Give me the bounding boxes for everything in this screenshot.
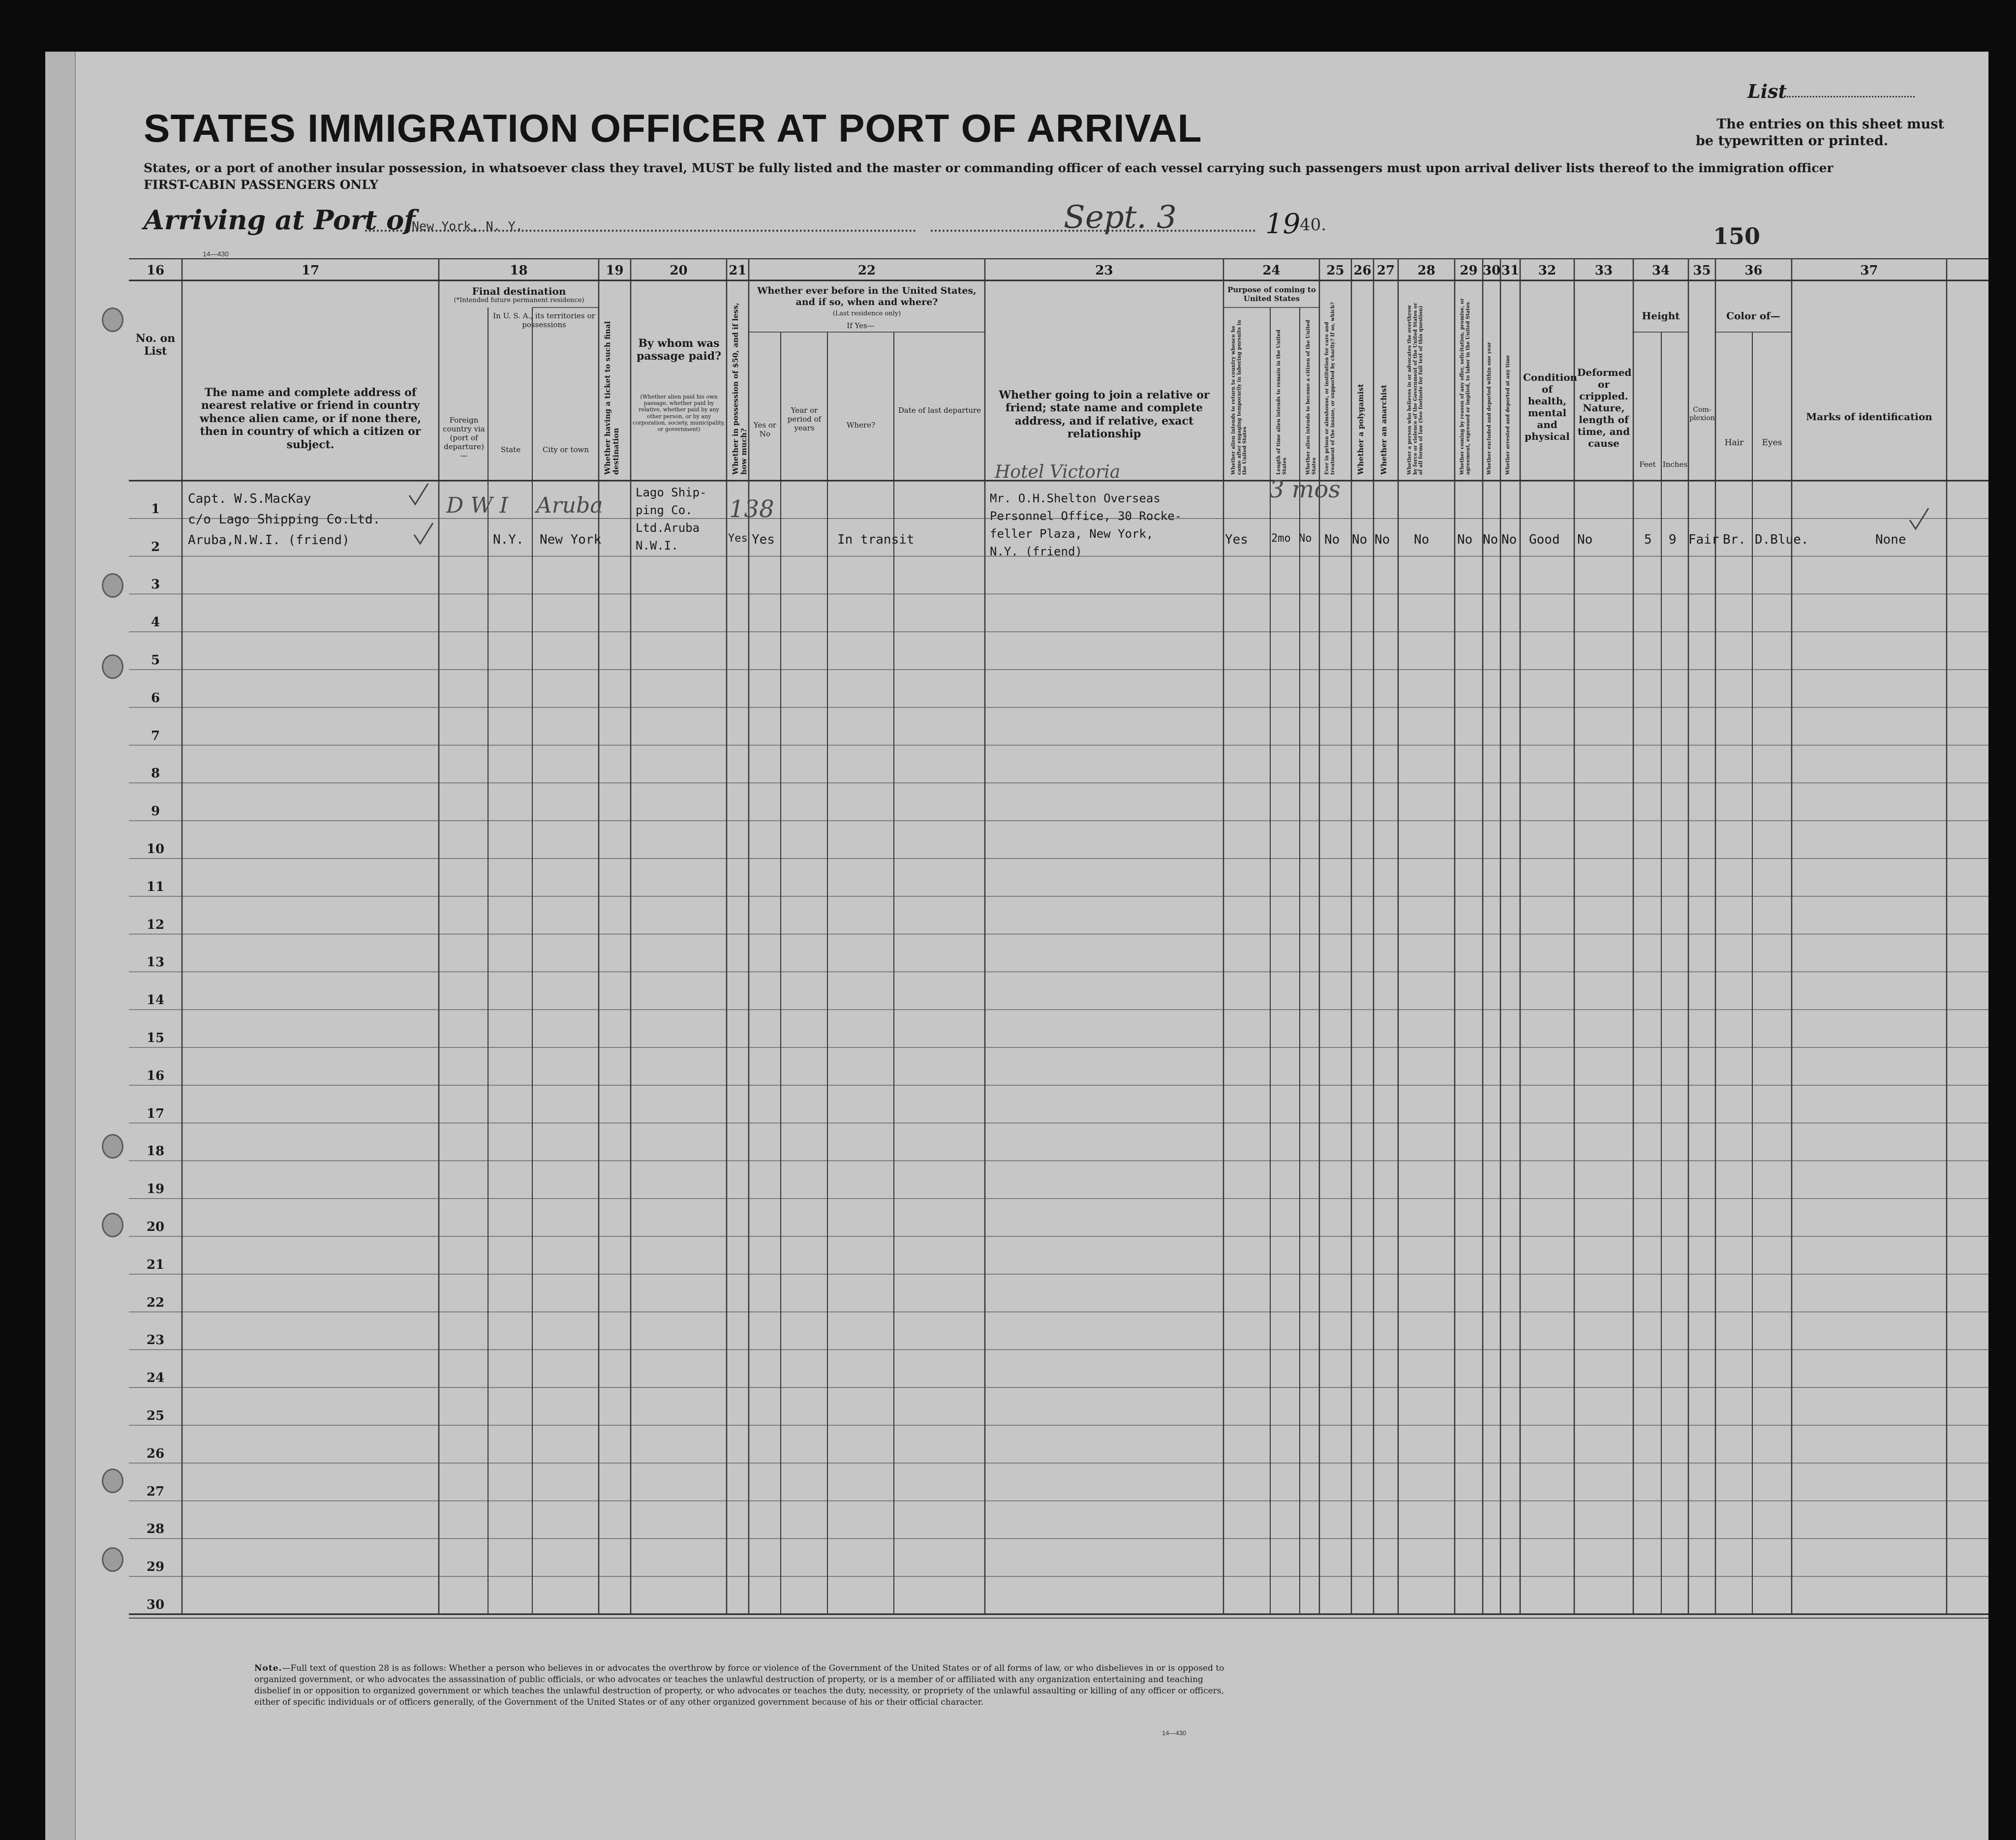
column-number: 24 — [1262, 263, 1281, 278]
column-subheader: State — [500, 445, 521, 454]
check-mark — [414, 523, 433, 544]
state-value: N.Y. — [493, 532, 524, 547]
row-number: 2 — [151, 539, 160, 554]
question-30-value: No — [1483, 532, 1498, 547]
column-number: 16 — [146, 263, 165, 278]
column-number: 25 — [1326, 263, 1344, 278]
column-subheader: In U. S. A., its territories or possessions — [493, 311, 595, 329]
column-number: 34 — [1651, 263, 1670, 278]
row-number: 27 — [146, 1484, 165, 1499]
row-number: 9 — [151, 804, 160, 819]
column-number: 19 — [606, 263, 624, 278]
column-header: Height — [1642, 310, 1680, 322]
column-number: 21 — [729, 263, 747, 278]
handwritten-hotel-address: Hotel Victoria — [995, 462, 1121, 482]
punch-hole — [102, 307, 123, 332]
row-number: 30 — [146, 1597, 165, 1612]
row-number: 25 — [146, 1409, 165, 1423]
column-subheader: (Whether alien paid his own passage, whether paid by relative, whether paid by any other person, or by any corporation, society, municipality, or government) — [633, 394, 725, 432]
column-header: The name and complete address of nearest relative or friend in country whence alien came, or if none there, then in country of which a citizen or subject. — [200, 386, 421, 451]
footnote-label: Note. — [254, 1663, 282, 1673]
port-value: New York, N. Y. — [412, 219, 523, 233]
column-number: 22 — [857, 263, 876, 278]
polygamist-value: No — [1352, 532, 1368, 547]
anarchist-value: No — [1375, 532, 1390, 547]
punch-hole — [102, 1547, 123, 1572]
list-label: List — [1747, 80, 1787, 102]
column-header: Whether coming by reason of any offer, solicitation, promise, or agreement, expressed or implied, to labor in the United States — [1460, 298, 1471, 475]
column-number: 33 — [1594, 263, 1613, 278]
row-number: 14 — [146, 993, 165, 1008]
deformed-value: No — [1577, 532, 1593, 547]
height-feet-value: 5 — [1644, 532, 1652, 547]
row-number: 22 — [146, 1295, 165, 1310]
footnote — [254, 1663, 1238, 1708]
check-mark — [409, 484, 428, 504]
paid-by-line: N.W.I. — [636, 539, 678, 552]
row-number: 7 — [151, 728, 160, 743]
column-subheader: Feet — [1639, 460, 1656, 469]
column-header: By whom was passage paid? — [637, 337, 721, 363]
paid-by-line: Lago Ship- — [636, 486, 707, 499]
handwritten-money-amount: 138 — [729, 495, 774, 523]
row-number: 23 — [146, 1333, 165, 1348]
length-of-stay-value: 2mo — [1271, 532, 1291, 545]
column-header: Purpose of coming to United States — [1227, 285, 1316, 303]
column-number: 23 — [1095, 263, 1113, 278]
row-number: 20 — [146, 1220, 165, 1234]
row-number: 1 — [151, 501, 160, 517]
handwritten-destination-country: D W I — [446, 493, 508, 518]
column-number: 35 — [1693, 263, 1711, 278]
row-number: 11 — [146, 879, 165, 894]
handwritten-length-of-stay: 3 mos — [1269, 476, 1341, 503]
column-subheader: Yes or No — [753, 421, 777, 438]
column-subheader: (*Intended future permanent residence) — [454, 297, 584, 304]
column-number: 28 — [1417, 263, 1436, 278]
binding-strip — [45, 52, 76, 1840]
sheet-number: 150 — [1713, 223, 1761, 249]
paid-by-line: Ltd.Aruba — [636, 521, 700, 535]
identification-marks-value: None — [1875, 532, 1906, 547]
column-number: 26 — [1353, 263, 1372, 278]
health-value: Good — [1529, 532, 1560, 547]
column-header: Condition of health, mental and physical — [1523, 371, 1578, 442]
column-subheader: Length of time alien intends to remain in the United States — [1276, 330, 1287, 475]
question-29-value: No — [1457, 532, 1473, 547]
footnote-form-number: 14—430 — [1162, 1729, 1187, 1737]
prison-value: No — [1324, 532, 1340, 547]
column-number: 31 — [1501, 263, 1520, 278]
row-number: 21 — [146, 1257, 165, 1272]
year-suffix: 40. — [1300, 215, 1327, 235]
row-number: 6 — [151, 690, 160, 705]
paid-by-line: ping Co. — [636, 503, 693, 517]
column-subheader: Inches — [1662, 460, 1688, 469]
column-subheader: Eyes — [1762, 438, 1782, 448]
cabin-class: FIRST-CABIN PASSENGERS ONLY — [144, 178, 379, 192]
column-number: 37 — [1860, 263, 1878, 278]
column-number: 29 — [1460, 263, 1478, 278]
column-header: Deformed or crippled. Nature, length of time, and cause — [1577, 367, 1632, 449]
column-header: Whether arrested and deported at any time — [1505, 355, 1511, 475]
year-prefix: 19 — [1265, 208, 1301, 240]
column-header: Whether an anarchist — [1379, 384, 1388, 475]
citizen-intent-value: No — [1299, 532, 1312, 545]
been-before-value: Yes — [752, 532, 775, 547]
row-number: 12 — [146, 917, 165, 932]
row-number: 5 — [151, 653, 160, 668]
row-number: 18 — [146, 1144, 165, 1159]
form-title: STATES IMMIGRATION OFFICER AT PORT OF ARRIVAL — [144, 106, 1202, 150]
question-28-value: No — [1414, 532, 1430, 547]
height-inches-value: 9 — [1669, 532, 1677, 547]
column-number: 17 — [301, 263, 320, 278]
money-value: Yes — [728, 532, 748, 545]
footnote-text: —Full text of question 28 is as follows: Whether a person who believes in or advocates the overthrow by force or violence of the Government of the United States or of all forms of law, or who disbelieves in or is opposed to organized government, or who advocates the assassination of public officials, or who advocates or teaches the unlawful destruction of property, or is a member of or affiliated with any organization entertaining and teaching disbelief in or opposition to organized government or which teaches the unlawful destruction of property, or who advocates or teaches the duty, necessity, or propriety of the unlawful assaulting or killing of any officer or officers, either of specific individuals or of officers generally, of the Government of the United States or of any other organized government because of his or their official character. — [254, 1663, 1224, 1707]
column-header: Marks of identification — [1806, 411, 1932, 423]
punch-hole — [102, 654, 123, 679]
relative-address-line: Aruba,N.W.I. (friend) — [188, 533, 350, 548]
row-number: 26 — [146, 1446, 165, 1461]
column-header: Whether a person who believes in or advocates the overthrow by force or violence of the Government of the United States or of all forms of law (See footnote for full text of this question) — [1407, 303, 1424, 475]
row-number: 19 — [146, 1182, 165, 1197]
column-number: 18 — [510, 263, 528, 278]
return-intent-value: Yes — [1225, 532, 1248, 547]
column-header: Whether ever before in the United States, and if so, when and where? — [757, 285, 977, 307]
joining-line: Mr. O.H.Shelton Overseas — [990, 491, 1161, 505]
form-number: 14—430 — [203, 250, 229, 258]
column-header: No. on List — [135, 332, 176, 358]
column-subheader: Whether alien intends to become a citizen of the United States — [1306, 320, 1317, 475]
row-number: 8 — [151, 766, 160, 781]
arriving-label: Arriving at Port of — [144, 204, 416, 236]
row-number: 28 — [146, 1522, 165, 1537]
previous-visit-value: In transit — [837, 532, 915, 547]
row-number: 15 — [146, 1031, 165, 1045]
punch-hole — [102, 1469, 123, 1493]
column-subheader: If Yes— — [847, 321, 875, 330]
manifest-table — [129, 258, 1988, 1673]
form-statement: States, or a port of another insular possession, in whatsoever class they travel, MUST be fully listed and the master or commanding officer of each vessel carrying such passengers must upon arrival deliver lists thereof to the immigration officer — [144, 161, 1833, 175]
column-subheader: Year or period of years — [787, 406, 822, 432]
row-number: 10 — [146, 842, 165, 857]
relative-address-line: Capt. W.S.MacKay — [188, 491, 311, 506]
list-number-line — [1787, 96, 1915, 97]
column-header: Color of— — [1726, 310, 1780, 322]
column-number: 30 — [1483, 263, 1501, 278]
column-header: Ever in prison or almshouse, or institution for care and treatment of the insane, or supported by charity? If so, which? — [1324, 302, 1336, 475]
punch-hole — [102, 573, 123, 598]
column-subheader: Whether alien intends to return to country whence he came after engaging temporarily in laboring pursuits in the United States — [1231, 320, 1248, 475]
handwritten-destination-city: Aruba — [536, 493, 603, 518]
column-header: Whether a polygamist — [1356, 384, 1365, 475]
column-subheader: (Last residence only) — [832, 310, 901, 317]
column-header: Final destination — [472, 285, 566, 297]
hair-color-value: Br. — [1723, 532, 1746, 547]
manifest-page — [45, 52, 1988, 1840]
row-number: 4 — [151, 615, 160, 630]
column-header: Whether in possession of $50, and if less, how much? — [731, 303, 749, 475]
row-number: 16 — [146, 1068, 165, 1083]
punch-hole — [102, 1213, 123, 1237]
question-31-value: No — [1501, 532, 1517, 547]
column-number: 32 — [1538, 263, 1557, 278]
row-number: 3 — [151, 577, 160, 592]
column-subheader: Foreign country via (port of departure)— — [443, 416, 485, 460]
row-number: 29 — [146, 1560, 165, 1575]
eye-color-value: D.Blue. — [1755, 532, 1809, 547]
relative-address-line: c/o Lago Shipping Co.Ltd. — [188, 512, 381, 527]
complexion-value: Fair — [1688, 532, 1719, 547]
column-header: Whether going to join a relative or friend; state name and complete address, and if relative, exact relationship — [999, 389, 1210, 441]
notice-line-1: The entries on this sheet must — [1716, 117, 1944, 132]
arrival-date-handwritten: Sept. 3 — [1064, 199, 1177, 236]
row-number: 13 — [146, 955, 165, 970]
city-value: New York — [540, 532, 602, 547]
punch-hole — [102, 1134, 123, 1159]
column-header: Com-plexion — [1689, 406, 1715, 422]
column-header: Whether excluded and deported within one year — [1487, 342, 1492, 475]
column-subheader: Hair — [1724, 438, 1744, 448]
notice-line-2: be typewritten or printed. — [1696, 133, 1889, 149]
row-number: 24 — [146, 1371, 165, 1386]
joining-line: Personnel Office, 30 Rocke- — [990, 509, 1182, 523]
joining-line: N.Y. (friend) — [990, 545, 1082, 558]
column-number: 27 — [1376, 263, 1395, 278]
column-number: 20 — [670, 263, 688, 278]
column-subheader: Where? — [846, 421, 876, 429]
column-header: Whether having a ticket to such final destination — [603, 321, 621, 475]
joining-line: feller Plaza, New York, — [990, 527, 1154, 541]
row-number: 17 — [146, 1106, 165, 1121]
column-subheader: City or town — [542, 445, 589, 454]
column-number: 36 — [1744, 263, 1763, 278]
column-subheader: Date of last departure — [898, 406, 981, 415]
